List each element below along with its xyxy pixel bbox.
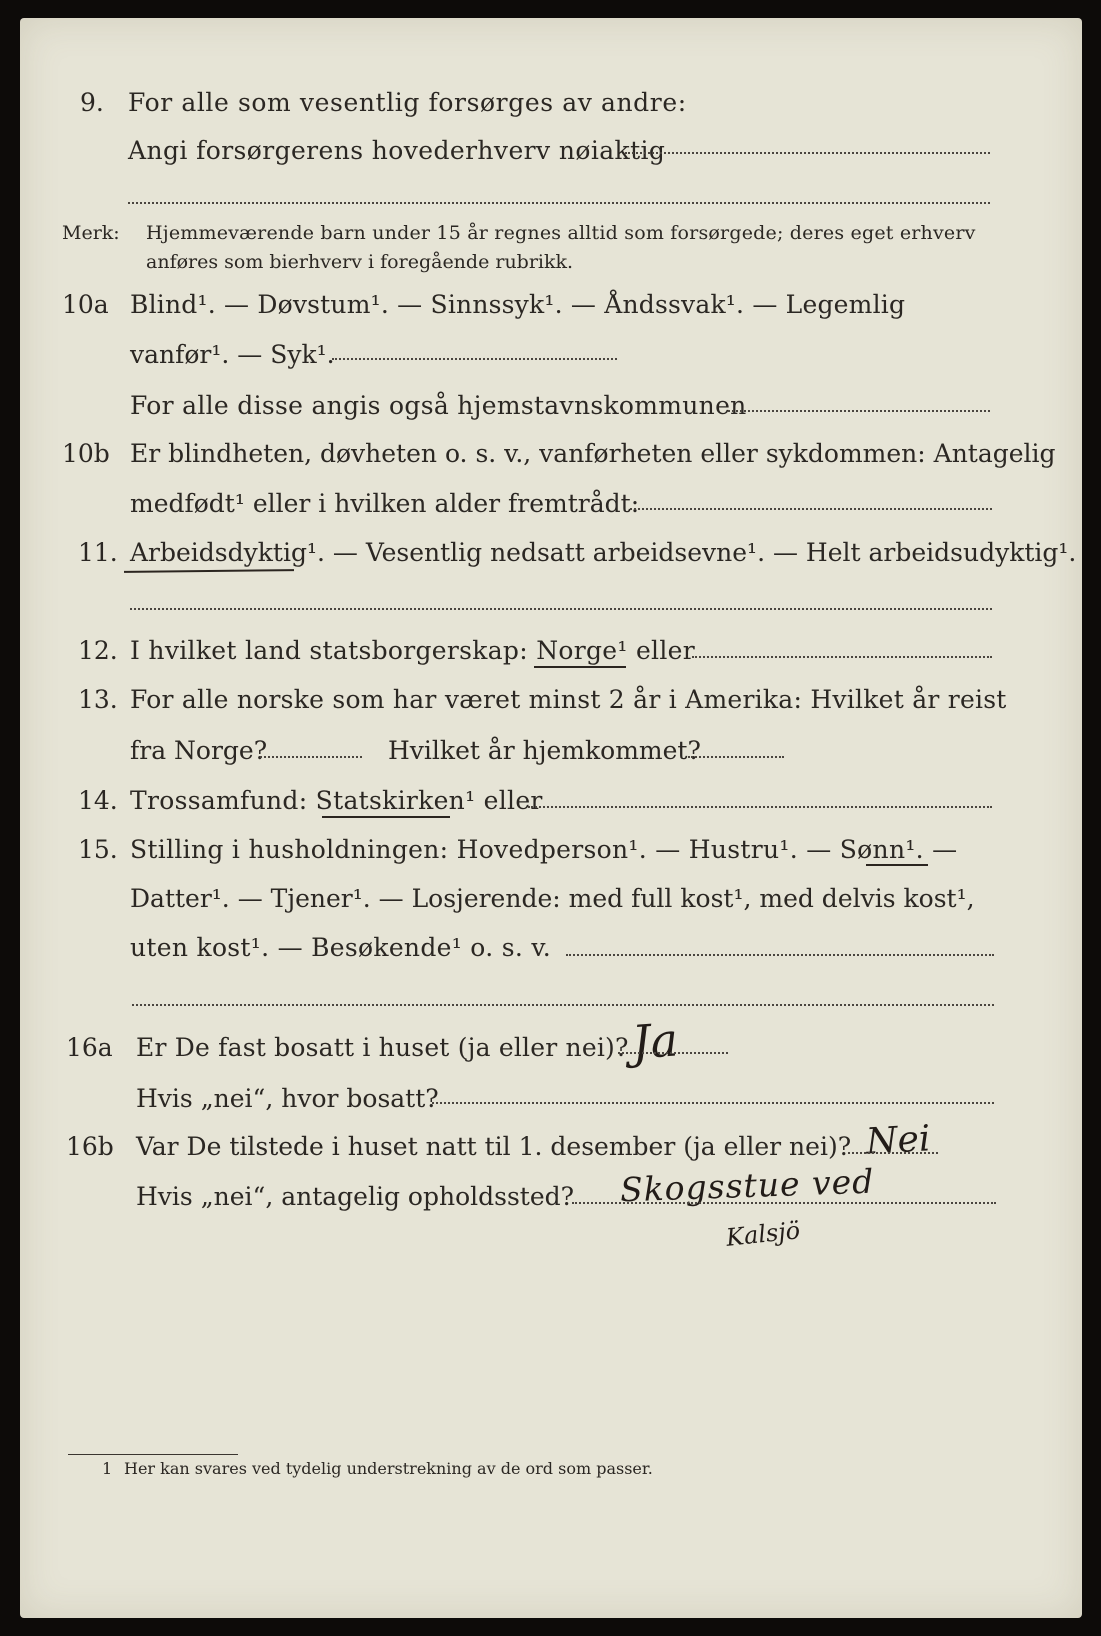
hand-underline [322,816,450,818]
answer-line [630,508,992,510]
question-text: Hvilket år hjemkommet? [388,736,701,765]
question-text: For alle disse angis også hjemstavnskommunen [130,391,747,420]
item-number: 14. [78,786,118,815]
question-text: Var De tilstede i huset natt til 1. desember (ja eller nei)? [136,1132,852,1161]
item-number: 16b [66,1132,114,1161]
item-number: 10b [62,439,110,468]
item-number: 9. [80,88,104,117]
question-text: Angi forsørgerens hovederhverv nøiaktig [128,136,666,165]
question-text: Hvis „nei“, antagelig opholdssted? [136,1182,575,1211]
hand-underline [866,864,928,866]
item-number: 13. [78,685,118,714]
note-text: anføres som bierhverv i foregående rubrikk. [146,251,574,273]
answer-line [432,1102,994,1104]
question-text: Blind¹. — Døvstum¹. — Sinnssyk¹. — Åndssvak¹. — Legemlig [130,290,906,319]
census-form-page [20,18,1082,1618]
answer-line [848,1152,938,1154]
answer-line [572,1202,996,1204]
note-text: Hjemmeværende barn under 15 år regnes alltid som forsørgede; deres eget erhverv [146,222,976,244]
question-text: Stilling i husholdningen: Hovedperson¹. — Hustru¹. — Sønn¹. — [130,835,958,864]
question-text: Er blindheten, døvheten o. s. v., vanførheten eller sykdommen: Antagelig [130,439,1056,468]
answer-line [260,756,362,758]
answer-line [332,358,617,360]
item-number: 12. [78,636,118,665]
item-number: 11. [78,538,118,567]
answer-line [625,152,990,154]
answer-line [728,410,990,412]
footnote-text: Her kan svares ved tydelig understrekning av de ord som passer. [124,1459,653,1478]
answer-line [128,202,990,204]
answer-line [566,954,994,956]
question-text: For alle som vesentlig forsørges av andre: [128,88,687,117]
footnote-mark: 1 [102,1459,113,1478]
handwritten-answer: Ja [630,1012,680,1070]
question-text: Datter¹. — Tjener¹. — Losjerende: med full kost¹, med delvis kost¹, [130,884,975,913]
question-text: For alle norske som har været minst 2 år i Amerika: Hvilket år reist [130,685,1007,714]
question-text: fra Norge? [130,736,268,765]
answer-line [688,756,784,758]
item-number: 15. [78,835,118,864]
question-text: Hvis „nei“, hvor bosatt? [136,1084,439,1113]
answer-line [618,1052,728,1054]
hand-underline [534,666,626,668]
question-text: vanfør¹. — Syk¹. [130,340,335,369]
footnote-rule [68,1454,238,1455]
question-text: Arbeidsdyktig¹. — Vesentlig nedsatt arbeidsevne¹. — Helt arbeidsudyktig¹. [130,538,1077,567]
handwritten-place: Skogsstue ved [619,1161,875,1210]
answer-line [528,806,992,808]
question-text: medfødt¹ eller i hvilken alder fremtrådt: [130,489,640,518]
question-text: Trossamfund: Statskirken¹ eller [130,786,543,815]
question-text: I hvilket land statsborgerskap: Norge¹ eller [130,636,695,665]
note-label: Merk: [62,222,120,244]
hand-underline [124,569,294,573]
answer-line [130,608,992,610]
handwritten-answer: Nei [864,1118,932,1163]
question-text: uten kost¹. — Besøkende¹ o. s. v. [130,933,552,962]
item-number: 16a [66,1033,113,1062]
answer-line [132,1004,994,1006]
answer-line [692,656,992,658]
question-text: Er De fast bosatt i huset (ja eller nei)? [136,1033,629,1062]
handwritten-place: Kalsjö [724,1216,802,1252]
item-number: 10a [62,290,109,319]
